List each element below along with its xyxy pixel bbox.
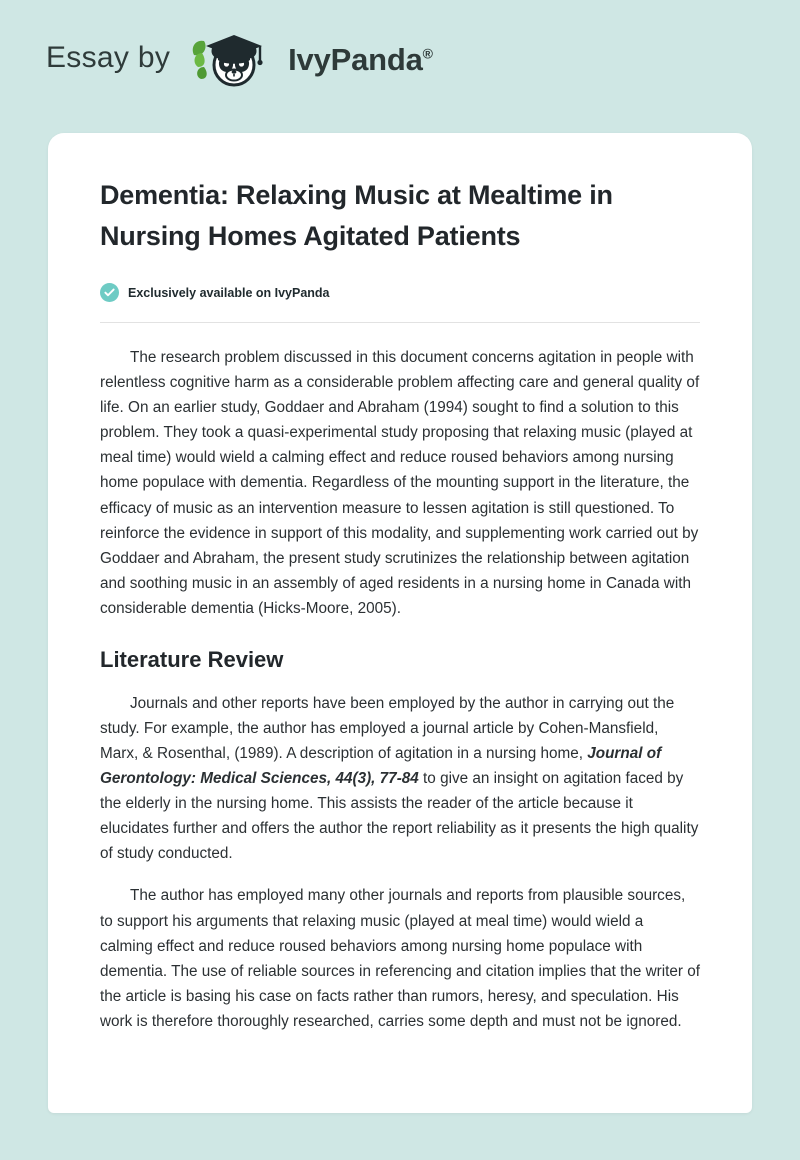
exclusivity-label: Exclusively available on IvyPanda — [128, 285, 330, 300]
document-card — [48, 133, 752, 1113]
paragraph-literature-1 — [100, 691, 700, 867]
document-body — [100, 345, 700, 1034]
paragraph-literature-1-text-a: Journals and other reports have been employed by the author in carrying out the study. For example, the author has employed a journal article by Cohen-Mansfield, Marx, & Rosenthal, (1989). A description of agitation in a nursing home, — [100, 694, 675, 763]
exclusivity-badge — [100, 283, 700, 302]
paragraph-intro: The research problem discussed in this document concerns agitation in people with relentless cognitive harm as a considerable problem affecting care and general quality of life. On an earlier study, Goddaer and Abraham (1994) sought to find a solution to this problem. They took a quasi-experimental study proposing that relaxing music (played at meal time) would wield a calming effect and reduce roused behaviors among nursing home populace with dementia. Regardless of the mounting support in the literature, the efficacy of music as an intervention measure to lessen agitation is still questioned. To reinforce the evidence in support of this modality, and supplementing work carried out by Goddaer and Abraham, the present study scrutinizes the relationship between agitation and soothing music in an assembly of aged residents in a nursing home in Canada with considerable dementia (Hicks-Moore, 2005). — [100, 349, 700, 617]
panda-graduate-icon — [184, 27, 280, 89]
ivypanda-logo[interactable] — [184, 27, 433, 89]
section-heading-literature-review: Literature Review — [100, 646, 284, 672]
essay-by-label: Essay by — [46, 41, 171, 74]
paragraph-literature-2: The author has employed many other journals and reports from plausible sources, to support his arguments that relaxing music (played at meal time) would wield a calming effect and reduce roused behaviors among nursing home populace with dementia. The use of reliable sources in referencing and citation implies that the writer of the article is basing his case on facts rather than rumors, heresy, and speculation. His work is therefore thoroughly researched, carries some depth and must not be ignored. — [100, 887, 701, 1030]
title-divider — [100, 322, 700, 323]
paragraph-literature-1-text-b: to give an insight on agitation faced by the elderly in the nursing home. This assists the reader of the article because it elucidates further and offers the author the report reliability as it presents the high quality of study conducted. — [100, 770, 699, 863]
page-title: Dementia: Relaxing Music at Mealtime in Nursing Homes Agitated Patients — [100, 180, 613, 252]
check-circle-icon — [100, 283, 119, 302]
brand-wordmark — [288, 42, 433, 78]
brand-header — [0, 0, 800, 78]
registered-mark: ® — [422, 45, 433, 62]
journal-citation-italic: Journal of Gerontology: Medical Sciences, 44(3), 77-84 — [100, 745, 662, 788]
brand-name-text: IvyPanda — [288, 42, 423, 77]
